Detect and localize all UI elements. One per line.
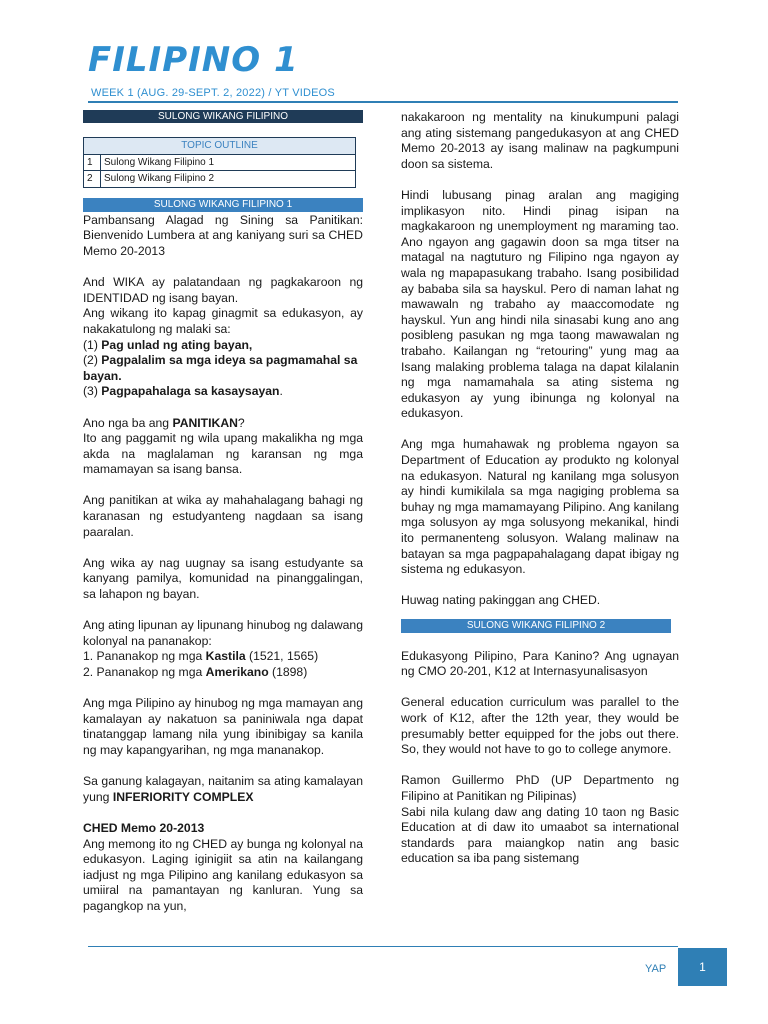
paragraph: Ang wikang ito kapag ginagmit sa edukasyon, ay nakakatulong ng malaki sa: [83, 306, 363, 336]
list-end: . [279, 384, 283, 399]
paragraph: nakakaroon ng mentality na kinukumpuni palagi ang ating sistemang pangedukasyon at ang CHED Memo 20-2013 ay isang malinaw na pagkumpuni doon sa sistema. [401, 110, 679, 171]
paragraph: And WIKA ay palatandaan ng pagkakaroon ng IDENTIDAD ng isang bayan. [83, 275, 363, 305]
list-text: Pagpapahalaga sa kasaysayan [101, 384, 280, 399]
paragraph: Ang mga Pilipino ay hinubog ng mga mamayan ang kamalayan ay nakatuon sa paniniwala nga dapat tinatanggap lamang nila yung ibinibigay sa kanila ng may kapangyarihan, ng mga mananakop. [83, 696, 363, 757]
document-subtitle: WEEK 1 (AUG. 29-SEPT. 2, 2022) / YT VIDEOS [91, 87, 335, 99]
topic-outline-title: TOPIC OUTLINE [84, 138, 356, 155]
list-item: 2. Pananakop ng mga Amerikano (1898) [83, 665, 308, 679]
paragraph: Ang mga humahawak ng problema ngayon sa Department of Education ay produkto ng kolonyal na edukasyon. Natural ng kanilang mga solusyon ay hindi kumikilala sa mga nagiging problema sa buhay ng mga mamamayang Pilipino. Ang kanilang mga solusyon ay mga solusyong mekanikal, hindi ito permanenteng solusyon. Walang malinaw na batayan sa mga pagpapahalagang dapat ibigay ng sistema ng edukasyon. [401, 437, 679, 577]
list-number: (1) [83, 337, 98, 352]
list-text: Pag unlad ng ating bayan, [101, 337, 253, 352]
table-row [84, 154, 356, 171]
paragraph: Sa ganung kalagayan, naitanim sa ating kamalayan yung INFERIORITY COMPLEX [83, 774, 363, 804]
list-item [83, 384, 363, 400]
list-number: (2) [83, 353, 98, 368]
topic-outline-table [83, 137, 356, 188]
outline-label: Sulong Wikang Filipino 2 [101, 171, 356, 188]
section-header: SULONG WIKANG FILIPINO [83, 110, 363, 123]
paragraph: Ito ang paggamit ng wila upang makalikha ng mga akda na maglalaman ng karansan ng mga mamamayan sa isang bansa. [83, 431, 363, 477]
right-column [401, 110, 679, 867]
left-column [83, 110, 363, 915]
outline-number: 1 [84, 154, 101, 171]
paragraph: Ang ating lipunan ay lipunang hinubog ng dalawang kolonyal na pananakop: [83, 618, 363, 648]
panitikan-term: PANITIKAN [172, 415, 238, 430]
page-number: 1 [678, 948, 727, 986]
paragraph: Ang memong ito ng CHED ay bunga ng kolonyal na edukasyon. Laging iginigiit sa atin na kailangang iadjust ng mga Pilipino ang kanilang edukasyon sa umiiral na pamantayan ng kanluran. Yung sa pagangkop na yun, [83, 836, 363, 913]
outline-label: Sulong Wikang Filipino 1 [101, 154, 356, 171]
document-title: FILIPINO 1 [88, 40, 299, 80]
list-item [83, 338, 363, 354]
paragraph: Hindi lubusang pinag aralan ang magiging implikasyon nito. Hindi pinag isipan na magkakaroon ng unemployment ng maraming tao. Ano ngayon ang gagawin doon sa mga titser na matagal na nagtuturo ng Filipino nga ngayon ay wala ng mapapasukang trabaho. Isang posibilidad ay bababa sila sa hayskul. Pero di naman lahat ng mawawaln ng trabaho ay maaccomodate ng hayskul. Yun ang hindi nila sinasabi kung ano ang posibleng pasukan ng mga taong mawawalan ng trabaho. Kailangan ng “retouring” yung mag aa Isang malaking problema talaga na dapat kilalanin ng mga namamahala sa ating sistema ng edukasyon ay yung ibinunga ng kolonyal na edukasyon. [401, 187, 679, 421]
paragraph: Pambansang Alagad ng Sining sa Panitikan: Bienvenido Lumbera at ang kaniyang suri sa CHED Memo 20-2013 [83, 212, 363, 258]
list-item: 1. Pananakop ng mga Kastila (1521, 1565) [83, 649, 319, 664]
list-number: (3) [83, 384, 98, 399]
list-text: Pagpalalim sa mga ideya sa pagmamahal sa bayan. [83, 353, 358, 383]
outline-number: 2 [84, 171, 101, 188]
inferiority-complex-term: INFERIORITY COMPLEX [112, 789, 254, 804]
list-item [83, 353, 363, 384]
header-divider [88, 101, 678, 103]
footer-author: YAP [645, 963, 667, 975]
paragraph: Ano nga ba ang PANITIKAN? [83, 415, 245, 430]
paragraph: Ang panitikan at wika ay mahahalagang bahagi ng karanasan ng estudyanteng nagdaan sa isang paaralan. [83, 493, 363, 539]
table-row [84, 171, 356, 188]
section-header: SULONG WIKANG FILIPINO 1 [83, 198, 363, 212]
memo-heading: CHED Memo 20-2013 [83, 820, 205, 835]
paragraph: Edukasyong Pilipino, Para Kanino? Ang ugnayan ng CMO 20-201, K12 at Internasyunalisasyon [401, 648, 679, 679]
paragraph: Sabi nila kulang daw ang dating 10 taon ng Basic Education at di daw ito umaabot sa international standards para maiangkop natin ang basic education sa iba pang sistemang [401, 804, 679, 866]
paragraph: Huwag nating pakinggan ang CHED. [401, 593, 601, 608]
paragraph: Ramon Guillermo PhD (UP Departmento ng Filipino at Panitikan ng Pilipinas) [401, 773, 679, 803]
paragraph: Ang wika ay nag uugnay sa isang estudyante sa kanyang pamilya, komunidad na pinanggalingan, sa lahapon ng bayan. [83, 555, 363, 602]
footer-divider [88, 946, 678, 947]
section-header: SULONG WIKANG FILIPINO 2 [401, 619, 671, 633]
paragraph: General education curriculum was parallel to the work of K12, after the 12th year, they would be presumably better equipped for the jobs out there. So, they would not have to go to college anymore. [401, 695, 679, 757]
